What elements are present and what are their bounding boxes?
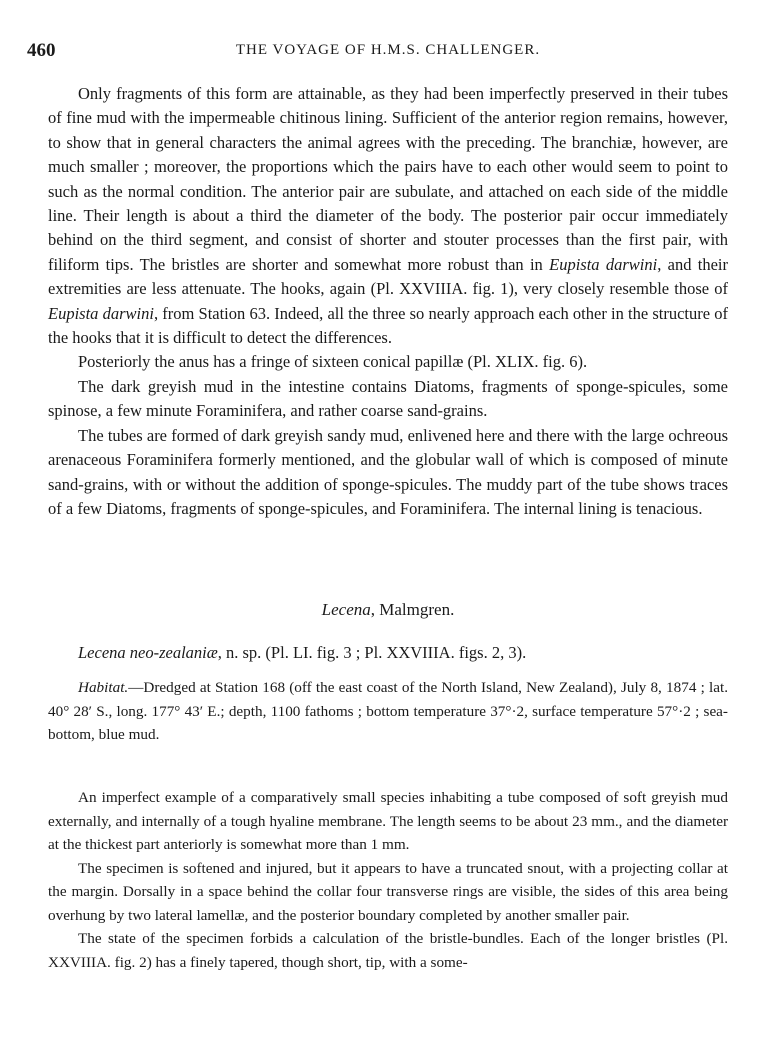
genus-heading: Lecena, Malmgren. — [321, 600, 455, 619]
species-heading: Lecena neo-zealaniæ, n. sp. (Pl. LI. fig. 3 ; Pl. XXVIIIA. figs. 2, 3). — [78, 643, 527, 662]
paragraph: The dark greyish mud in the intestine contains Diatoms, fragments of sponge-spicules, some spinose, a few minute Foraminifera, and rather coarse sand-grains. — [48, 376, 728, 421]
page-number: 460 — [27, 40, 56, 61]
page-header — [27, 40, 749, 64]
taxon-name: Eupista darwini — [48, 303, 154, 323]
taxon-name: Eupista darwini — [549, 254, 658, 274]
species-description — [48, 786, 728, 974]
running-title: THE VOYAGE OF H.M.S. CHALLENGER. — [235, 42, 541, 58]
habitat-label: Habitat. — [78, 679, 129, 696]
description-section — [48, 82, 728, 521]
paragraph: Posteriorly the anus has a fringe of sixteen conical papillæ (Pl. XLIX. fig. 6). — [78, 352, 588, 372]
habitat-paragraph: Habitat.—Dredged at Station 168 (off the east coast of the North Island, New Zealand), July 8, 1874 ; lat. 40° 28′ S., long. 177° 43′ E.; depth, 1100 fathoms ; bottom temperature 37°·2, surface temperature 57°·2 ; sea-bottom, blue mud. — [48, 679, 728, 743]
habitat-section — [48, 676, 728, 747]
species-name: Lecena neo-zealaniæ — [78, 643, 218, 662]
paragraph: The tubes are formed of dark greyish sandy mud, enlivened here and there with the large ochreous arenaceous Foraminifera formerly mentioned, and the globular wall of which is composed of minute sand-grains, with or without the addition of sponge-spicules. The muddy part of the tube shows traces of a few Diatoms, fragments of sponge-spicules, and Foraminifera. The internal lining is tenacious. — [48, 425, 728, 518]
paragraph: The state of the specimen forbids a calculation of the bristle-bundles. Each of the longer bristles (Pl. XXVIIIA. fig. 2) has a finely tapered, though short, tip, with a some- — [48, 930, 728, 971]
genus-name: Lecena — [321, 600, 371, 619]
paragraph: Only fragments of this form are attainable, as they had been imperfectly preserved in their tubes of fine mud with the impermeable chitinous lining. Sufficient of the anterior region remains, however, to show that in general characters the animal agrees with the preceding. The branchiæ, however, are much smaller ; moreover, the proportions which the pairs have to each other would seem to point to such as the normal condition. The anterior pair are subulate, and attached on each side of the middle line. Their length is about a third the diameter of the body. The posterior pair occur immediately behind on the third segment, and consist of shorter and stouter processes than the first pair, with filiform tips. The bristles are shorter and somewhat more robust than in Eupista darwini, and their extremities are less attenuate. The hooks, again (Pl. XXVIIIA. fig. 1), very closely resemble those of Eupista darwini, from Station 63. Indeed, all the three so nearly approach each other in the structure of the hooks that it is difficult to detect the differences. — [48, 84, 729, 348]
paragraph: An imperfect example of a comparatively small species inhabiting a tube composed of soft greyish mud externally, and internally of a tough hyaline membrane. The length seems to be about 23 mm., and the diameter at the thickest part anteriorly is somewhat more than 1 mm. — [48, 789, 728, 853]
paragraph: The specimen is softened and injured, but it appears to have a truncated snout, with a projecting collar at the margin. Dorsally in a space behind the collar four transverse rings are visible, the sides of this area being overhung by two lateral lamellæ, and the posterior boundary completed by another smaller pair. — [48, 859, 728, 924]
